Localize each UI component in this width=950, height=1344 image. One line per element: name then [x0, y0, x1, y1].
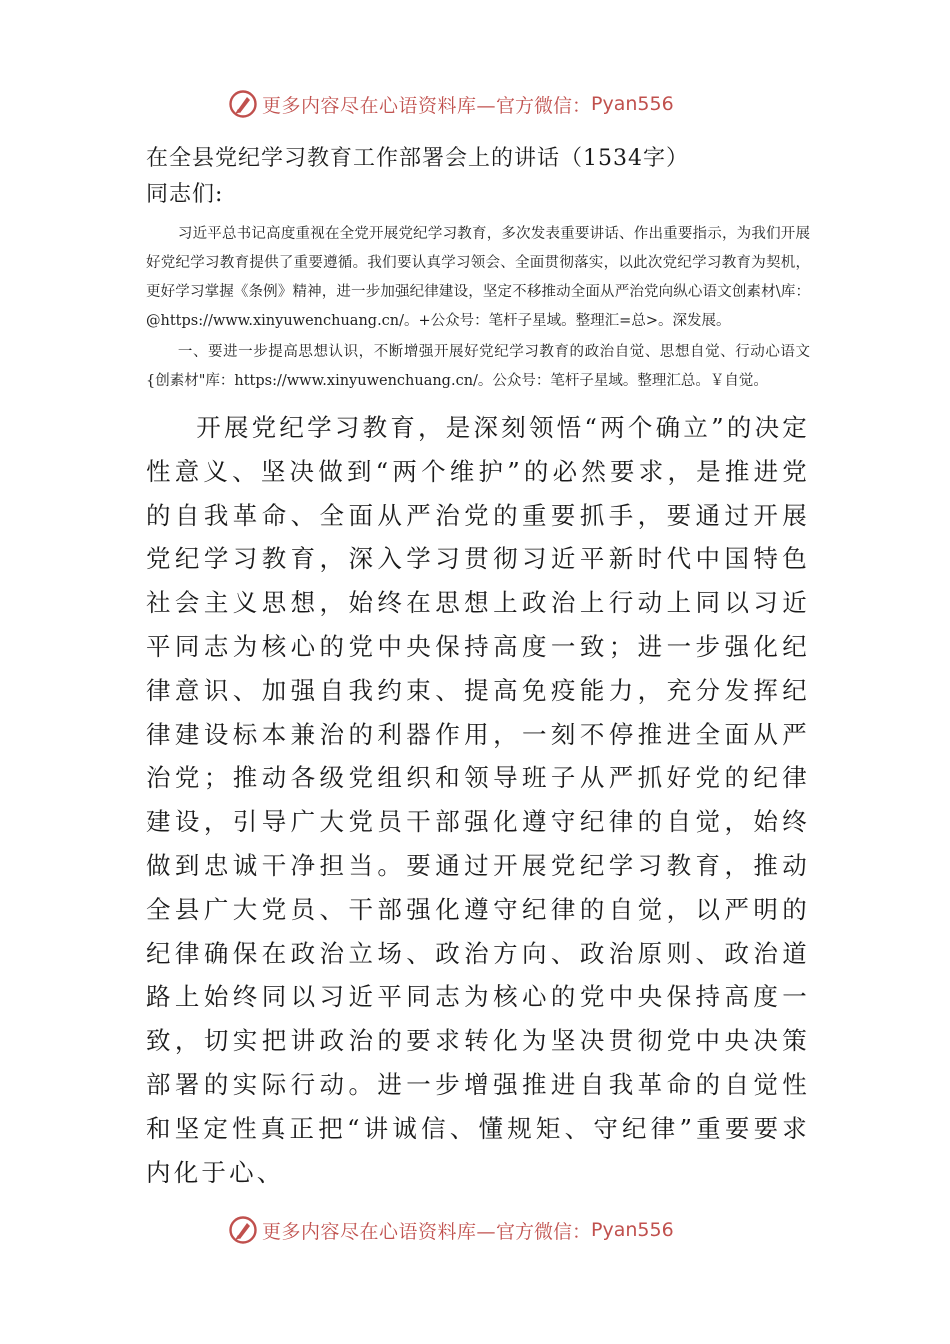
pen-nib-logo-icon	[228, 89, 258, 119]
banner-wechat-label: 官方微信：	[496, 1220, 592, 1243]
pen-nib-logo-icon	[228, 1215, 258, 1245]
banner-wechat-id: Pyan556	[591, 1219, 674, 1241]
banner-promo-text: 更多内容尽在心语资料库—	[262, 94, 497, 117]
salutation: 同志们:	[146, 182, 224, 207]
banner-wechat-label: 官方微信：	[496, 94, 592, 117]
banner-wechat-id: Pyan556	[591, 93, 674, 115]
intro-paragraph: 习近平总书记高度重视在全党开展党纪学习教育，多次发表重要讲话、作出重要指示，为我们开展好党纪学习教育提供了重要遵循。我们要认真学习领会、全面贯彻落实，以此次党纪学习教育为契机，更好学习掌握《条例》精神，进一步加强纪律建设，坚定不移推动全面从严治党向纵心语文创素材\库：@https://www.xinyuwenchuang.cn/。+公众号：笔杆子星域。整理汇=总>。深发展。	[146, 226, 810, 329]
footer-banner	[228, 1213, 748, 1247]
document-body	[146, 140, 810, 1194]
header-banner	[228, 87, 748, 121]
section-one-heading-paragraph: 一、要进一步提高思想认识，不断增强开展好党纪学习教育的政治自觉、思想自觉、行动心语文{创素材"库：https://www.xinyuwenchuang.cn/。公众号：笔杆子星域。整理汇总。￥自觉。	[146, 344, 810, 389]
banner-promo-text: 更多内容尽在心语资料库—	[262, 1220, 497, 1243]
document-title: 在全县党纪学习教育工作部署会上的讲话（1534字）	[146, 146, 689, 171]
body-paragraph: 开展党纪学习教育，是深刻领悟“两个确立”的决定性意义、坚决做到“两个维护”的必然要求，是推进党的自我革命、全面从严治党的重要抓手，要通过开展党纪学习教育，深入学习贯彻习近平新时代中国特色社会主义思想，始终在思想上政治上行动上同以习近平同志为核心的党中央保持高度一致；进一步强化纪律意识、加强自我约束、提高免疫能力，充分发挥纪律建设标本兼治的利器作用，一刻不停推进全面从严治党；推动各级党组织和领导班子从严抓好党的纪律建设，引导广大党员干部强化遵守纪律的自觉，始终做到忠诚干净担当。要通过开展党纪学习教育，推动全县广大党员、干部强化遵守纪律的自觉，以严明的纪律确保在政治立场、政治方向、政治原则、政治道路上始终同以习近平同志为核心的党中央保持高度一致，切实把讲政治的要求转化为坚决贯彻党中央决策部署的实际行动。进一步增强推进自我革命的自觉性和坚定性真正把“讲诚信、懂规矩、守纪律”重要要求内化于心、	[146, 413, 810, 1187]
